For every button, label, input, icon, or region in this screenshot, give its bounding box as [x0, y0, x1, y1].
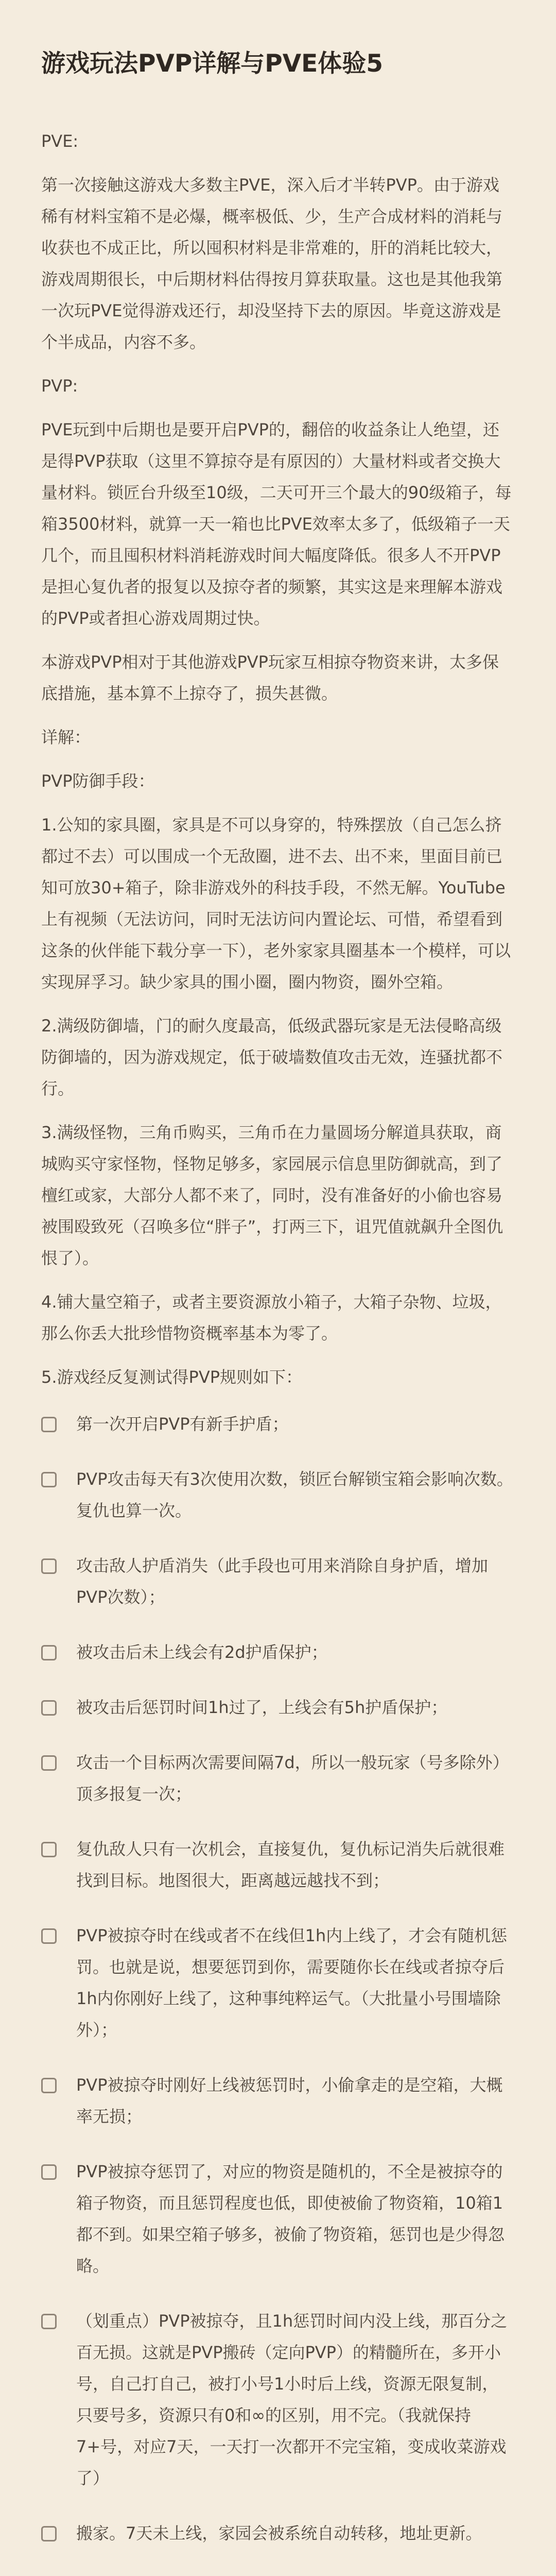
checklist-item [41, 1747, 515, 1810]
checkbox[interactable] [41, 1700, 57, 1716]
comparison-paragraph: 本游戏PVP相对于其他游戏PVP玩家互相掠夺物资来讲，太多保底措施，基本算不上掠夺了，损失甚微。 [41, 652, 499, 703]
checklist-item [41, 1692, 515, 1723]
defense-item-3: 3.满级怪物，三角币购买，三角币在力量圆场分解道具获取，商城购买守家怪物，怪物足够多，家园展示信息里防御就高，到了檀红或家，大部分人都不来了，同时，没有准备好的小偷也容易被围殴致死（召唤多位“胖子”，打两三下，诅咒值就飙升全图仇恨了）。 [41, 1123, 503, 1268]
checklist-item-text: 攻击敌人护盾消失（此手段也可用来消除自身护盾，增加PVP次数）； [76, 1556, 489, 1607]
page-title: 游戏玩法PVP详解与PVE体验5 [41, 49, 383, 78]
checkbox[interactable] [41, 2314, 57, 2329]
checkbox[interactable] [41, 1928, 57, 1944]
pvp-rule-checklist [41, 1409, 515, 2549]
defense-item-4: 4.铺大量空箱子，或者主要资源放小箱子，大箱子杂物、垃圾，那么你丢大批珍惜物资概率基本为零了。 [41, 1292, 502, 1343]
defense-item-1: 1.公知的家具圈，家具是不可以身穿的，特殊摆放（自己怎么挤都过不去）可以围成一个无敌圈，进不去、出不来，里面目前已知可放30+箱子，除非游戏外的科技手段，不然无解。YouTube上有视频（无法访问，同时无法访问内置论坛、可惜，希望看到这条的伙伴能下载分享一下），老外家家具圈基本一个模样，可以实现屏孚习。缺少家具的围小圈，圈内物资，圈外空箱。 [41, 815, 511, 992]
checkbox[interactable] [41, 1417, 57, 1432]
pve-heading: PVE: [41, 131, 79, 151]
checklist-item [41, 1409, 515, 1440]
checklist-item-text: 搬家。7天未上线，家园会被系统自动转移，地址更新。 [76, 2523, 482, 2543]
checklist-item [41, 1464, 515, 1527]
checkbox[interactable] [41, 1755, 57, 1771]
checkbox[interactable] [41, 1842, 57, 1857]
pvp-paragraph: PVE玩到中后期也是要开启PVP的，翻倍的收益条让人绝望，还是得PVP获取（这里不算掠夺是有原因的）大量材料或者交换大量材料。锁匠台升级至10级，二天可开三个最大的90级箱子，每箱3500材料，就算一天一箱也比PVE效率太多了，低级箱子一天几个，而且囤积材料消耗游戏时间大幅度降低。很多人不开PVP是担心复仇者的报复以及掠夺者的频繁，其实这是来理解本游戏的PVP或者担心游戏周期过快。 [41, 420, 512, 628]
pvp-heading: PVP: [41, 376, 78, 396]
checkbox[interactable] [41, 2526, 57, 2541]
checkbox[interactable] [41, 2078, 57, 2093]
pve-paragraph: 第一次接触这游戏大多数主PVE，深入后才半转PVP。由于游戏稀有材料宝箱不是必爆，概率极低、少，生产合成材料的消耗与收获也不成正比，所以囤积材料是非常难的，肝的消耗比较大，游戏周期很长，中后期材料估得按月算获取量。这也是其他我第一次玩PVE觉得游戏还行，却没坚持下去的原因。毕竟这游戏是个半成品，内容不多。 [41, 175, 503, 352]
detail-heading: 详解： [41, 727, 91, 747]
checklist-item [41, 1834, 515, 1896]
checklist-item-text: （划重点）PVP被掠夺，且1h惩罚时间内没上线，那百分之百无损。这就是PVP搬砖（定向PVP）的精髓所在，多开小号，自己打自己，被打小号1小时后上线，资源无限复制，只要号多，资源只有0和∞的区别，用不完。（我就保持7+号，对应7天，一天打一次都开不完宝箱，变成收菜游戏了） [76, 2311, 508, 2488]
checklist-item-text: 被攻击后惩罚时间1h过了，上线会有5h护盾保护； [76, 1698, 448, 1717]
checklist-item-text: PVP被掠夺惩罚了，对应的物资是随机的，不全是被掠夺的箱子物资，而且惩罚程度也低，即使被偷了物资箱，10箱1都不到。如果空箱子够多，被偷了物资箱，惩罚也是少得忽略。 [76, 2162, 505, 2276]
checklist-item [41, 1637, 515, 1668]
checkbox[interactable] [41, 2164, 57, 2180]
checklist-item-text: PVP攻击每天有3次使用次数，锁匠台解锁宝箱会影响次数。复仇也算一次。 [76, 1469, 513, 1520]
checklist-item [41, 1550, 515, 1613]
checkbox[interactable] [41, 1558, 57, 1574]
checklist-item-text: PVP被掠夺时刚好上线被惩罚时，小偷拿走的是空箱，大概率无损； [76, 2075, 503, 2126]
checklist-item [41, 2156, 515, 2282]
checklist-item-text: 第一次开启PVP有新手护盾； [76, 1414, 289, 1434]
defense-item-2: 2.满级防御墙，门的耐久度最高，低级武器玩家是无法侵略高级防御墙的，因为游戏规定，低于破墙数值攻击无效，连骚扰都不行。 [41, 1016, 503, 1098]
checklist-item [41, 2518, 515, 2549]
checklist-item [41, 2070, 515, 2132]
checklist-item-text: 被攻击后未上线会有2d护盾保护； [76, 1642, 328, 1662]
checkbox[interactable] [41, 1645, 57, 1660]
repeat-test-heading: 5.游戏经反复测试得PVP规则如下： [41, 1367, 303, 1387]
checklist-item-text: PVP被掠夺时在线或者不在线但1h内上线了，才会有随机惩罚。也就是说，想要惩罚到你，需要随你长在线或者掠夺后1h内你刚好上线了，这种事纯粹运气。（大批量小号围墙除外）； [76, 1926, 508, 2040]
checklist-item-text: 复仇敌人只有一次机会，直接复仇，复仇标记消失后就很难找到目标。地图很大，距离越远越找不到； [76, 1839, 505, 1890]
checklist-item [41, 1920, 515, 2046]
defense-heading: PVP防御手段： [41, 771, 155, 791]
checklist-item-text: 攻击一个目标两次需要间隔7d，所以一般玩家（号多除外）顶多报复一次； [76, 1753, 509, 1804]
checkbox[interactable] [41, 1472, 57, 1487]
checklist-item [41, 2306, 515, 2494]
note-body [41, 126, 515, 2576]
